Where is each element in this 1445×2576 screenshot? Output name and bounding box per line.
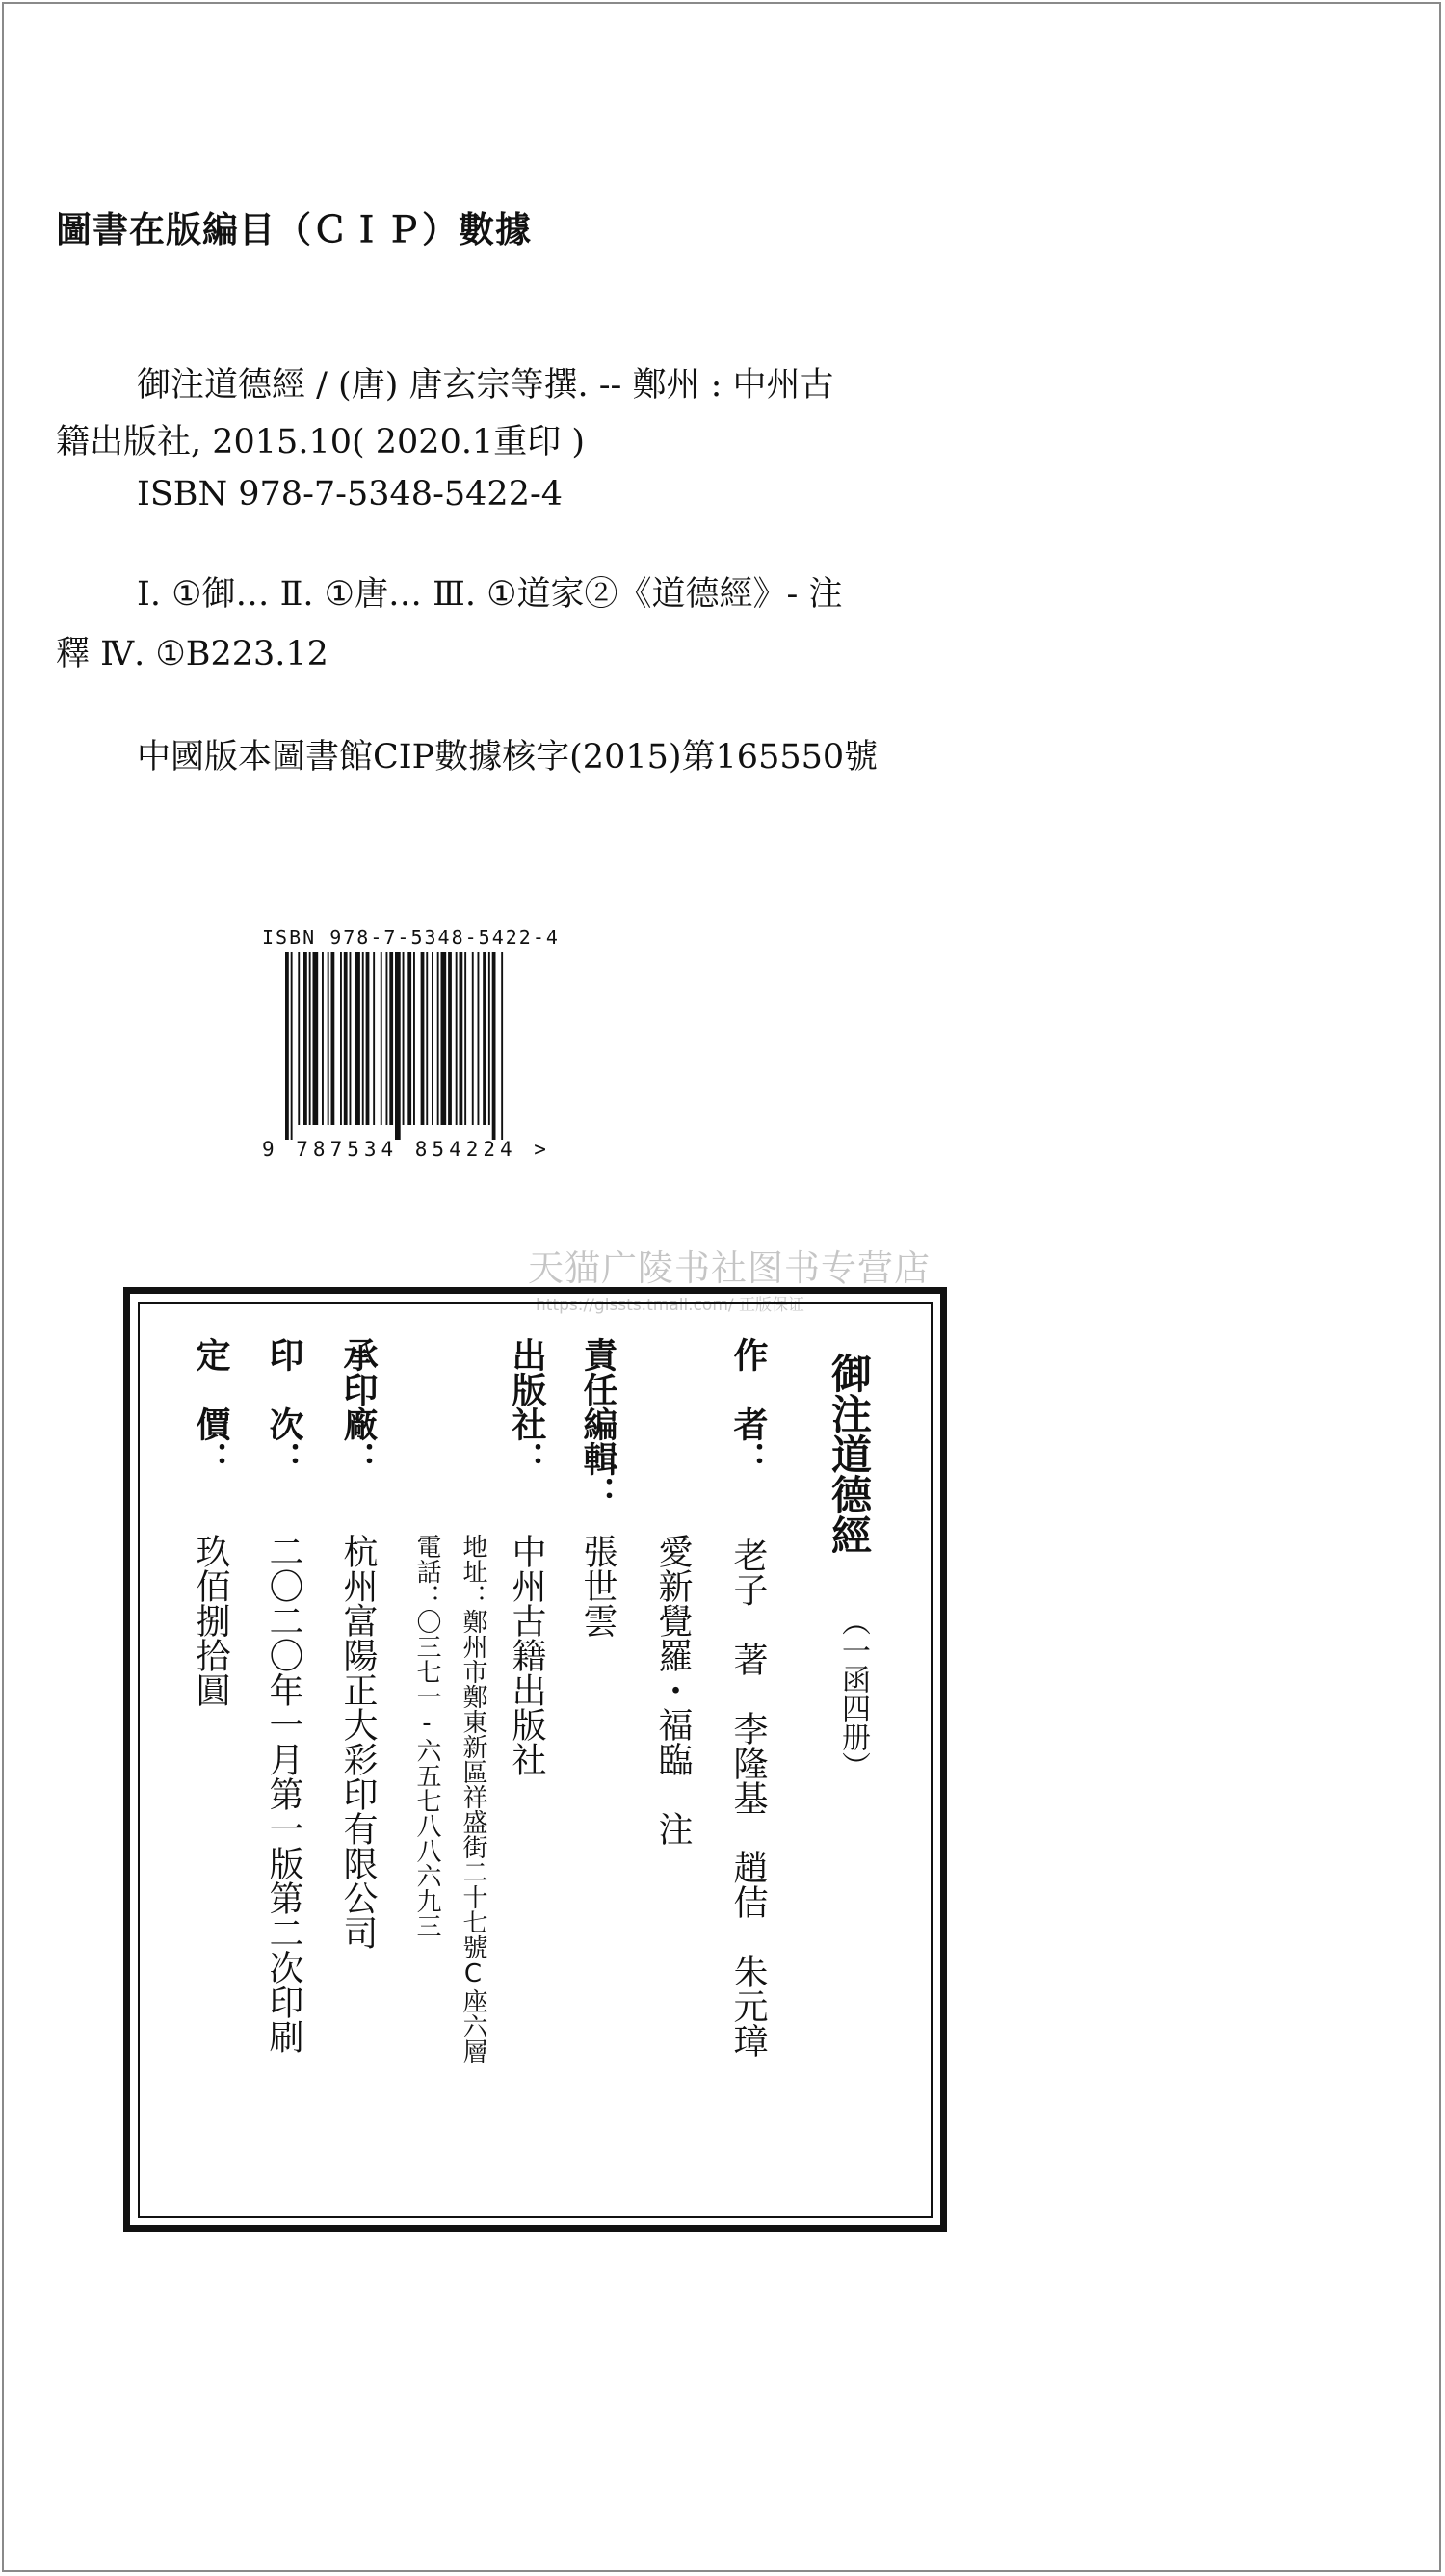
barcode-bar bbox=[381, 952, 382, 1125]
barcode-bar bbox=[298, 952, 300, 1125]
barcode-bar bbox=[344, 952, 348, 1125]
annotator-name: 愛新覺羅・福臨 注 bbox=[653, 1534, 693, 1846]
barcode-isbn-label: ISBN 978-7-5348-5422-4 bbox=[262, 926, 560, 949]
barcode-digits: 9 787534 854224 > bbox=[262, 1138, 551, 1161]
cip-line-record-number: 中國版本圖書館CIP數據核字(2015)第165550號 bbox=[137, 738, 879, 776]
barcode-bar bbox=[340, 952, 342, 1125]
printer-name: 杭州富陽正大彩印有限公司 bbox=[338, 1534, 378, 1950]
cip-line-title: 御注道德經 / (唐) 唐玄宗等撰. -- 鄭州 : 中州古 bbox=[137, 366, 834, 405]
barcode-bar bbox=[285, 952, 289, 1140]
barcode-bar bbox=[328, 952, 329, 1125]
cip-line-subjects: Ⅰ. ①御… Ⅱ. ①唐… Ⅲ. ①道家②《道德經》- 注 bbox=[137, 575, 843, 614]
barcode-bar bbox=[395, 952, 401, 1140]
shop-watermark: 天猫广陵书社图书专营店 bbox=[528, 1248, 931, 1289]
barcode-bar bbox=[432, 952, 434, 1125]
barcode-bar bbox=[303, 952, 307, 1125]
barcode-bar bbox=[407, 952, 411, 1125]
barcode-bar bbox=[488, 952, 490, 1125]
cip-line-isbn: ISBN 978-7-5348-5422-4 bbox=[137, 475, 564, 513]
barcode-bar bbox=[426, 952, 428, 1125]
barcode-bar bbox=[456, 952, 458, 1125]
editor-name: 張世雲 bbox=[578, 1534, 617, 1638]
cip-line-publisher: 籍出版社, 2015.10( 2020.1重印 ) bbox=[56, 423, 586, 461]
barcode-bar bbox=[448, 952, 452, 1125]
barcode-image bbox=[285, 952, 549, 1140]
cip-heading: 圖書在版編目（ＣＩＰ）數據 bbox=[56, 209, 532, 250]
barcode-bar bbox=[322, 952, 324, 1125]
barcode-bar bbox=[313, 952, 319, 1125]
publisher-label: 出版社： bbox=[507, 1337, 546, 1476]
edition-label: 印 次： bbox=[264, 1337, 303, 1476]
barcode-bar bbox=[350, 952, 352, 1125]
barcode-bar bbox=[291, 952, 293, 1140]
barcode-bar bbox=[478, 952, 480, 1125]
barcode-bar bbox=[441, 952, 447, 1125]
barcode-bar bbox=[460, 952, 463, 1125]
publisher-name: 中州古籍出版社 bbox=[507, 1534, 546, 1776]
barcode-bar bbox=[389, 952, 393, 1125]
publisher-address: 地址：鄭州市鄭東新區祥盛街二十七號C座六層 bbox=[459, 1534, 487, 2063]
barcode-bar bbox=[413, 952, 415, 1125]
cip-line-classification: 釋 Ⅳ. ①B223.12 bbox=[56, 635, 328, 673]
barcode-bar bbox=[421, 952, 425, 1125]
edition-info: 二〇二〇年一月第一版第二次印刷 bbox=[264, 1534, 303, 2054]
barcode-bar bbox=[472, 952, 474, 1125]
barcode-bar bbox=[309, 952, 311, 1125]
barcode-bar bbox=[362, 952, 364, 1125]
colophon-title: 御注道德經 bbox=[826, 1353, 873, 1555]
price-label: 定 價： bbox=[191, 1337, 230, 1476]
price-value: 玖佰捌拾圓 bbox=[191, 1534, 230, 1707]
author-label: 作 者： bbox=[728, 1337, 768, 1476]
barcode-bar bbox=[403, 952, 405, 1125]
barcode-bar bbox=[355, 952, 360, 1125]
editor-label: 責任編輯： bbox=[578, 1337, 617, 1511]
barcode-bar bbox=[464, 952, 466, 1125]
barcode-bar bbox=[386, 952, 388, 1125]
publisher-phone: 電話：〇三七一-六五七八八六九三 bbox=[412, 1534, 441, 1938]
author-names: 老子 著 李隆基 趙佶 朱元璋 bbox=[728, 1538, 768, 2058]
barcode-bar bbox=[492, 952, 496, 1140]
shop-watermark-url: https://glssts.tmall.com/ 正版保证 bbox=[536, 1296, 805, 1315]
printer-label: 承印廠： bbox=[338, 1337, 378, 1476]
barcode-bar bbox=[366, 952, 370, 1125]
barcode-bar bbox=[483, 952, 486, 1125]
barcode-bar bbox=[437, 952, 439, 1125]
colophon-set-note: （一函四册） bbox=[836, 1607, 870, 1780]
barcode-bar bbox=[331, 952, 335, 1125]
barcode-bar bbox=[501, 952, 503, 1140]
barcode-bar bbox=[373, 952, 375, 1125]
